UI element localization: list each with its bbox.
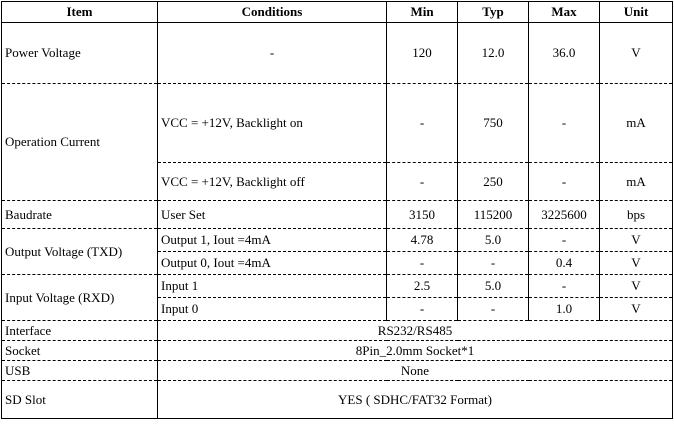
min-cell: 2.5	[387, 275, 458, 298]
header-conditions: Conditions	[158, 2, 387, 23]
item-cell: Output Voltage (TXD)	[2, 229, 158, 275]
typ-cell: -	[458, 252, 529, 275]
unit-cell: V	[600, 298, 673, 321]
typ-cell: 5.0	[458, 229, 529, 252]
item-cell: Socket	[2, 341, 158, 361]
max-cell: -	[529, 163, 600, 201]
conditions-cell: Output 1, Iout =4mA	[158, 229, 387, 252]
max-cell: -	[529, 275, 600, 298]
min-cell: -	[387, 298, 458, 321]
header-typ: Typ	[458, 2, 529, 23]
conditions-cell: VCC = +12V, Backlight off	[158, 163, 387, 201]
spec-table	[1, 1, 673, 419]
min-cell: 120	[387, 23, 458, 84]
value-cell: None	[158, 361, 673, 381]
typ-cell: 250	[458, 163, 529, 201]
unit-cell: V	[600, 23, 673, 84]
item-cell: USB	[2, 361, 158, 381]
min-cell: 3150	[387, 201, 458, 229]
min-cell: -	[387, 252, 458, 275]
unit-cell: mA	[600, 163, 673, 201]
conditions-cell: Input 1	[158, 275, 387, 298]
item-cell: SD Slot	[2, 381, 158, 419]
value-cell: 8Pin_2.0mm Socket*1	[158, 341, 673, 361]
table-row	[2, 229, 673, 252]
conditions-cell: VCC = +12V, Backlight on	[158, 84, 387, 163]
item-cell: Baudrate	[2, 201, 158, 229]
header-item: Item	[2, 2, 158, 23]
min-cell: 4.78	[387, 229, 458, 252]
min-cell: -	[387, 163, 458, 201]
min-cell: -	[387, 84, 458, 163]
table-row	[2, 201, 673, 229]
conditions-cell: Input 0	[158, 298, 387, 321]
conditions-cell: Output 0, Iout =4mA	[158, 252, 387, 275]
value-cell: RS232/RS485	[158, 321, 673, 341]
max-cell: 0.4	[529, 252, 600, 275]
max-cell: 36.0	[529, 23, 600, 84]
item-cell: Input Voltage (RXD)	[2, 275, 158, 321]
table-row	[2, 341, 673, 361]
item-cell: Power Voltage	[2, 23, 158, 84]
max-cell: 3225600	[529, 201, 600, 229]
item-cell: Operation Current	[2, 84, 158, 201]
typ-cell: 750	[458, 84, 529, 163]
typ-cell: 5.0	[458, 275, 529, 298]
table-row	[2, 84, 673, 163]
max-cell: -	[529, 84, 600, 163]
unit-cell: bps	[600, 201, 673, 229]
max-cell: -	[529, 229, 600, 252]
conditions-cell: -	[158, 23, 387, 84]
typ-cell: 115200	[458, 201, 529, 229]
header-row	[2, 2, 673, 23]
conditions-cell: User Set	[158, 201, 387, 229]
typ-cell: 12.0	[458, 23, 529, 84]
table-row	[2, 381, 673, 419]
item-cell: Interface	[2, 321, 158, 341]
unit-cell: V	[600, 275, 673, 298]
max-cell: 1.0	[529, 298, 600, 321]
unit-cell: V	[600, 229, 673, 252]
header-unit: Unit	[600, 2, 673, 23]
unit-cell: V	[600, 252, 673, 275]
typ-cell: -	[458, 298, 529, 321]
header-min: Min	[387, 2, 458, 23]
table-row	[2, 361, 673, 381]
table-row	[2, 321, 673, 341]
table-row	[2, 275, 673, 298]
table-row	[2, 23, 673, 84]
value-cell: YES ( SDHC/FAT32 Format)	[158, 381, 673, 419]
header-max: Max	[529, 2, 600, 23]
unit-cell: mA	[600, 84, 673, 163]
